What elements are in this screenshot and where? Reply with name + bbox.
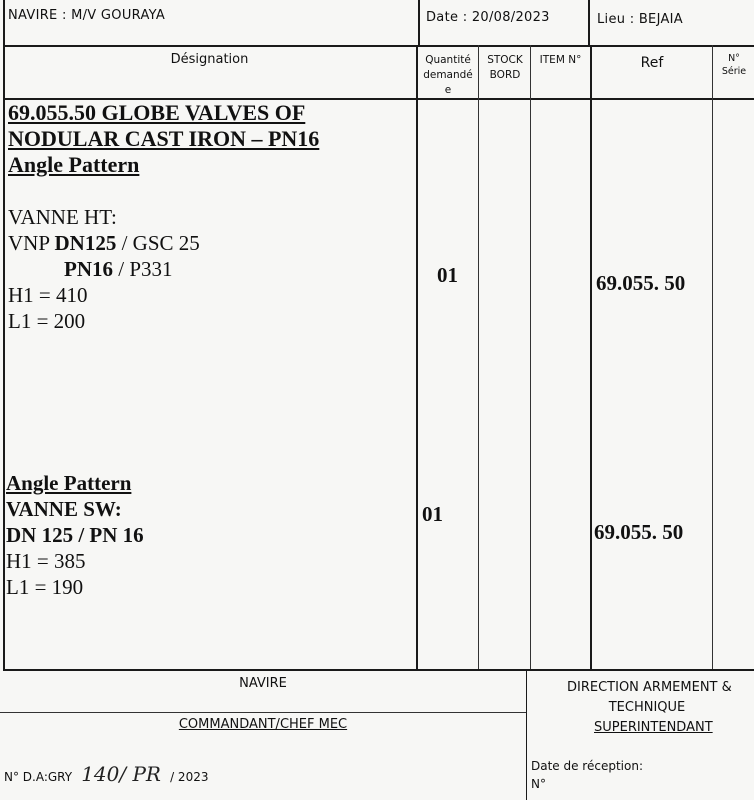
item1-title-l1: 69.055.50 GLOBE VALVES OF (8, 100, 306, 125)
item1-title-l2: NODULAR CAST IRON – PN16 (8, 126, 320, 151)
item1-pn-line (8, 256, 413, 282)
col-quantite-l2: demandé (423, 69, 473, 81)
border-left (3, 0, 5, 670)
footer-navire: NAVIRE (239, 676, 287, 691)
col-designation: Désignation (170, 52, 249, 67)
col-stock-l1: STOCK (487, 54, 523, 66)
table-bottom-line (3, 669, 754, 671)
col-serie (714, 52, 754, 78)
footer-reception (531, 757, 643, 793)
col-stock-l2: BORD (489, 69, 521, 81)
item1-ref: 69.055. 50 (596, 271, 686, 295)
item1-vnp-dn: DN125 (54, 231, 117, 255)
item2-l1: L1 = 190 (6, 575, 84, 599)
col-line-item (530, 45, 531, 670)
col-quantite-l1: Quantité (425, 54, 471, 66)
item2-quantity: 01 (422, 502, 443, 526)
col-line-serie (712, 45, 713, 670)
location: Lieu : BEJAIA (597, 12, 683, 27)
item2-ref: 69.055. 50 (594, 520, 684, 544)
footer-divider (526, 670, 527, 800)
item1-pn-suffix: / P331 (113, 257, 173, 281)
item1-pattern: Angle Pattern (8, 152, 140, 177)
footer-direction-l2: TECHNIQUE (608, 700, 686, 715)
col-ref: Ref (640, 55, 664, 71)
col-stock (480, 53, 530, 83)
item1-quantity: 01 (437, 263, 458, 287)
header-bottom-line (3, 45, 754, 47)
footer-reception-l2: N° (531, 777, 546, 791)
item1-pn-bold: PN16 (64, 257, 113, 281)
item2-vanne: VANNE SW: (6, 497, 122, 521)
item1-designation (8, 100, 413, 334)
col-quantite (418, 53, 478, 98)
col-line-ref (590, 45, 592, 670)
item2-pattern: Angle Pattern (6, 471, 132, 495)
item1-vnp-prefix: VNP (8, 231, 55, 255)
item1-vnp-line (8, 230, 413, 256)
item2-dn: DN 125 / PN 16 (6, 523, 144, 547)
footer-mid-line (0, 712, 526, 713)
item1-vnp-suffix: / GSC 25 (116, 231, 200, 255)
header-divider-2 (588, 0, 590, 45)
ship-name: NAVIRE : M/V GOURAYA (8, 8, 166, 23)
footer-reception-l1: Date de réception: (531, 759, 643, 773)
item1-h1: H1 = 410 (8, 283, 88, 307)
footer-superintendant: SUPERINTENDANT (594, 720, 713, 735)
item2-h1: H1 = 385 (6, 549, 86, 573)
footer-direction (540, 678, 754, 718)
item2-designation (6, 470, 411, 600)
col-item: ITEM N° (539, 54, 582, 66)
col-quantite-l3: e (444, 84, 452, 96)
footer-commandant: COMMANDANT/CHEF MEC (178, 717, 348, 732)
footer-direction-l1: DIRECTION ARMEMENT & (567, 680, 732, 695)
header-divider-1 (418, 0, 420, 45)
footer-da-suffix: / 2023 (170, 770, 209, 784)
document-date: Date : 20/08/2023 (426, 10, 550, 25)
footer-da-handwritten: 140/ PR (81, 762, 161, 786)
col-serie-l2: Série (721, 66, 747, 77)
footer-da-prefix: N° D.A:GRY (4, 770, 73, 784)
col-line-qty (416, 45, 418, 670)
item1-vanne: VANNE HT: (8, 205, 117, 229)
footer-da-number (4, 762, 208, 786)
col-serie-l1: N° (728, 53, 740, 64)
col-line-stock (478, 45, 479, 670)
item1-l1: L1 = 200 (8, 309, 86, 333)
